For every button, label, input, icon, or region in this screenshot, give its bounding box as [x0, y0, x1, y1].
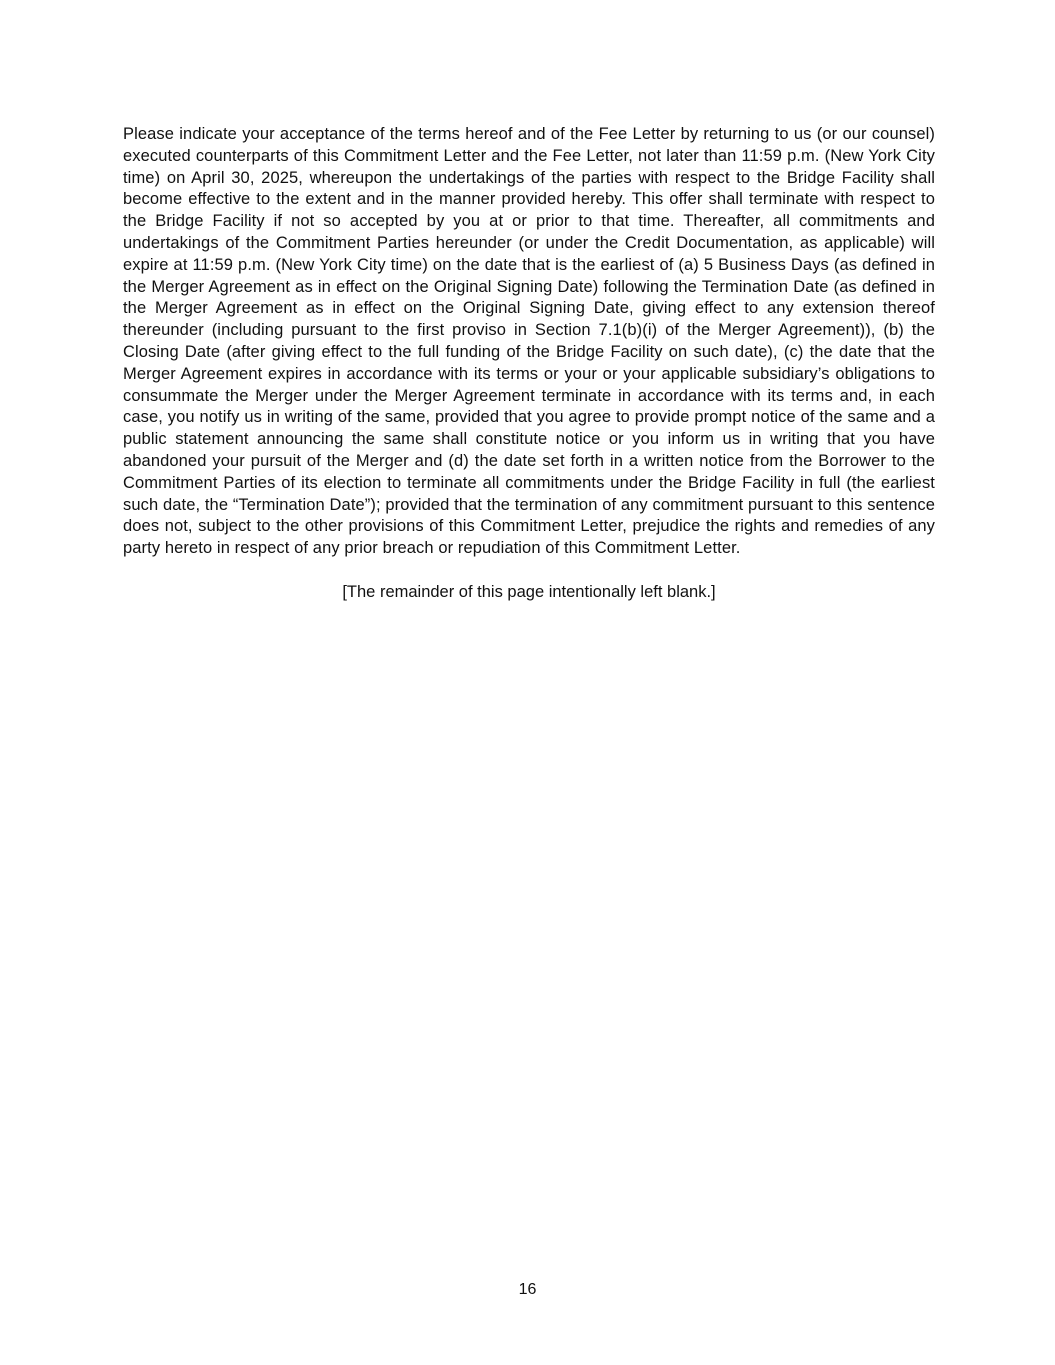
- document-content: [123, 124, 935, 604]
- blank-page-notice: [The remainder of this page intentionally left blank.]: [342, 582, 716, 601]
- body-paragraph: Please indicate your acceptance of the terms hereof and of the Fee Letter by returning to us (or our counsel) executed counterparts of this Commitment Letter and the Fee Letter, not later than 11:59 p.m. (New York City time) on April 30, 2025, whereupon the undertakings of the parties with respect to the Bridge Facility shall become effective to the extent and in the manner provided hereby. This offer shall terminate with respect to the Bridge Facility if not so accepted by you at or prior to that time. Thereafter, all commitments and undertakings of the Commitment Parties hereunder (or under the Credit Documentation, as applicable) will expire at 11:59 p.m. (New York City time) on the date that is the earliest of (a) 5 Business Days (as defined in the Merger Agreement as in effect on the Original Signing Date) following the Termination Date (as defined in the Merger Agreement as in effect on the Original Signing Date, giving effect to any extension thereof thereunder (including pursuant to the first proviso in Section 7.1(b)(i) of the Merger Agreement)), (b) the Closing Date (after giving effect to the full funding of the Bridge Facility on such date), (c) the date that the Merger Agreement expires in accordance with its terms or your or your applicable subsidiary’s obligations to consummate the Merger under the Merger Agreement terminate in accordance with its terms and, in each case, you notify us in writing of the same, provided that you agree to provide prompt notice of the same and a public statement announcing the same shall constitute notice or you inform us in writing that you have abandoned your pursuit of the Merger and (d) the date set forth in a written notice from the Borrower to the Commitment Parties of its election to terminate all commitments under the Bridge Facility in full (the earliest such date, the “Termination Date”); provided that the termination of any commitment pursuant to this sentence does not, subject to the other provisions of this Commitment Letter, prejudice the rights and remedies of any party hereto in respect of any prior breach or repudiation of this Commitment Letter.: [123, 125, 935, 558]
- page-number: 16: [518, 1281, 537, 1298]
